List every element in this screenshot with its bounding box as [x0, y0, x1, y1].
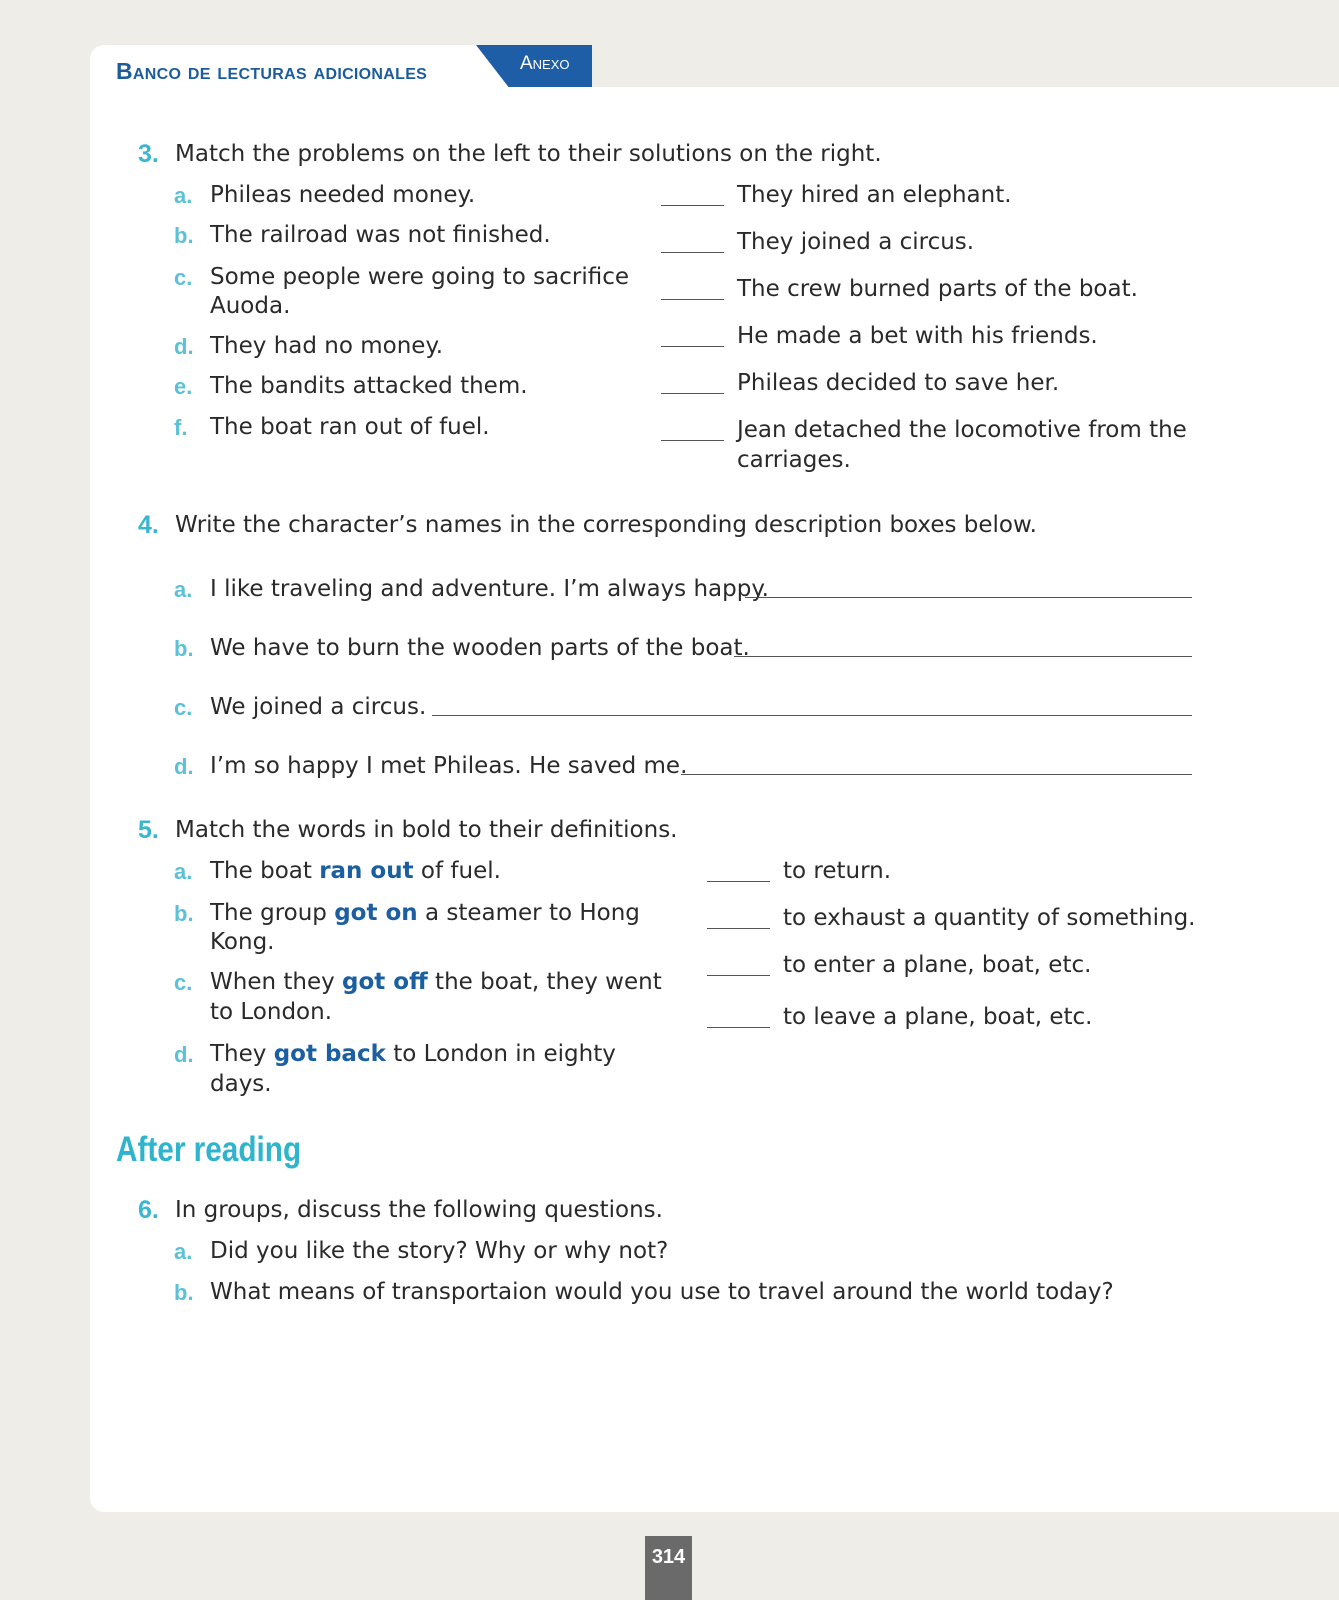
solution-text: The crew burned parts of the boat.	[737, 276, 1138, 302]
question-text: What means of transportaion would you use to travel around the world today?	[210, 1279, 1114, 1305]
exercise-5-number: 5.	[138, 816, 159, 844]
after-reading-heading: After reading	[116, 1130, 302, 1169]
exercise-6-number: 6.	[138, 1196, 159, 1224]
solution-text: He made a bet with his friends.	[737, 323, 1098, 349]
answer-blank[interactable]	[707, 928, 770, 929]
item-letter: b.	[174, 901, 194, 926]
item-letter: a.	[174, 577, 193, 602]
problem-letter: d.	[174, 334, 194, 359]
item-letter: a.	[174, 859, 193, 884]
answer-blank[interactable]	[707, 1027, 770, 1028]
answer-blank[interactable]	[661, 393, 724, 394]
item-letter: d.	[174, 754, 194, 779]
solution-text: They hired an elephant.	[737, 182, 1012, 208]
page-number: 314	[645, 1536, 692, 1600]
answer-blank[interactable]	[707, 975, 770, 976]
answer-blank[interactable]	[707, 881, 770, 882]
name-answer-line[interactable]	[681, 774, 1192, 775]
answer-blank[interactable]	[661, 252, 724, 253]
bold-phrasal-verb: got on	[334, 900, 418, 926]
bold-phrasal-verb: ran out	[319, 858, 414, 884]
answer-blank[interactable]	[661, 205, 724, 206]
sentence: The group got on a steamer to Hong	[210, 900, 640, 926]
definition-text: to return.	[783, 858, 892, 884]
problem-text: The railroad was not finished.	[210, 222, 551, 248]
name-answer-line[interactable]	[432, 715, 1192, 716]
description-text: We have to burn the wooden parts of the boat.	[210, 635, 750, 661]
problem-text-cont: Auoda.	[210, 293, 291, 319]
exercise-6-instruction: In groups, discuss the following questions.	[175, 1197, 663, 1223]
name-answer-line[interactable]	[745, 597, 1192, 598]
sentence: They got back to London in eighty	[210, 1041, 616, 1067]
problem-letter: e.	[174, 374, 193, 399]
sentence-cont: days.	[210, 1071, 272, 1097]
solution-text: Jean detached the locomotive from the	[737, 417, 1187, 443]
item-letter: c.	[174, 695, 193, 720]
exercise-3-number: 3.	[138, 140, 159, 168]
sentence: The boat ran out of fuel.	[210, 858, 501, 884]
item-letter: a.	[174, 1239, 193, 1264]
answer-blank[interactable]	[661, 440, 724, 441]
answer-blank[interactable]	[661, 299, 724, 300]
bold-phrasal-verb: got back	[273, 1041, 386, 1067]
problem-letter: f.	[174, 415, 188, 440]
item-letter: d.	[174, 1042, 194, 1067]
question-text: Did you like the story? Why or why not?	[210, 1238, 669, 1264]
description-text: I’m so happy I met Phileas. He saved me.	[210, 753, 688, 779]
problem-text: The bandits attacked them.	[210, 373, 528, 399]
section-title: Banco de lecturas adicionales	[116, 58, 428, 84]
description-text: I like traveling and adventure. I’m always happy.	[210, 576, 769, 602]
answer-blank[interactable]	[661, 346, 724, 347]
sentence: When they got off the boat, they went	[210, 969, 662, 995]
problem-letter: a.	[174, 183, 193, 208]
problem-text: They had no money.	[210, 333, 444, 359]
item-letter: b.	[174, 1280, 194, 1305]
name-answer-line[interactable]	[734, 656, 1192, 657]
exercise-5-instruction: Match the words in bold to their definitions.	[175, 817, 678, 843]
problem-letter: b.	[174, 223, 194, 248]
anexo-label: Anexo	[520, 53, 570, 74]
problem-text: Some people were going to sacrifice	[210, 264, 629, 290]
solution-text: Phileas decided to save her.	[737, 370, 1060, 396]
description-text: We joined a circus.	[210, 694, 427, 720]
definition-text: to exhaust a quantity of something.	[783, 905, 1196, 931]
exercise-3-instruction: Match the problems on the left to their solutions on the right.	[175, 141, 882, 167]
item-letter: b.	[174, 636, 194, 661]
solution-text: They joined a circus.	[737, 229, 975, 255]
exercise-4-number: 4.	[138, 511, 159, 539]
problem-text: The boat ran out of fuel.	[210, 414, 490, 440]
solution-text-cont: carriages.	[737, 447, 851, 473]
sentence-cont: Kong.	[210, 929, 275, 955]
sentence-cont: to London.	[210, 999, 333, 1025]
item-letter: c.	[174, 970, 193, 995]
problem-letter: c.	[174, 265, 193, 290]
definition-text: to enter a plane, boat, etc.	[783, 952, 1092, 978]
bold-phrasal-verb: got off	[342, 969, 428, 995]
problem-text: Phileas needed money.	[210, 182, 476, 208]
exercise-4-instruction: Write the character’s names in the corresponding description boxes below.	[175, 512, 1037, 538]
definition-text: to leave a plane, boat, etc.	[783, 1004, 1093, 1030]
